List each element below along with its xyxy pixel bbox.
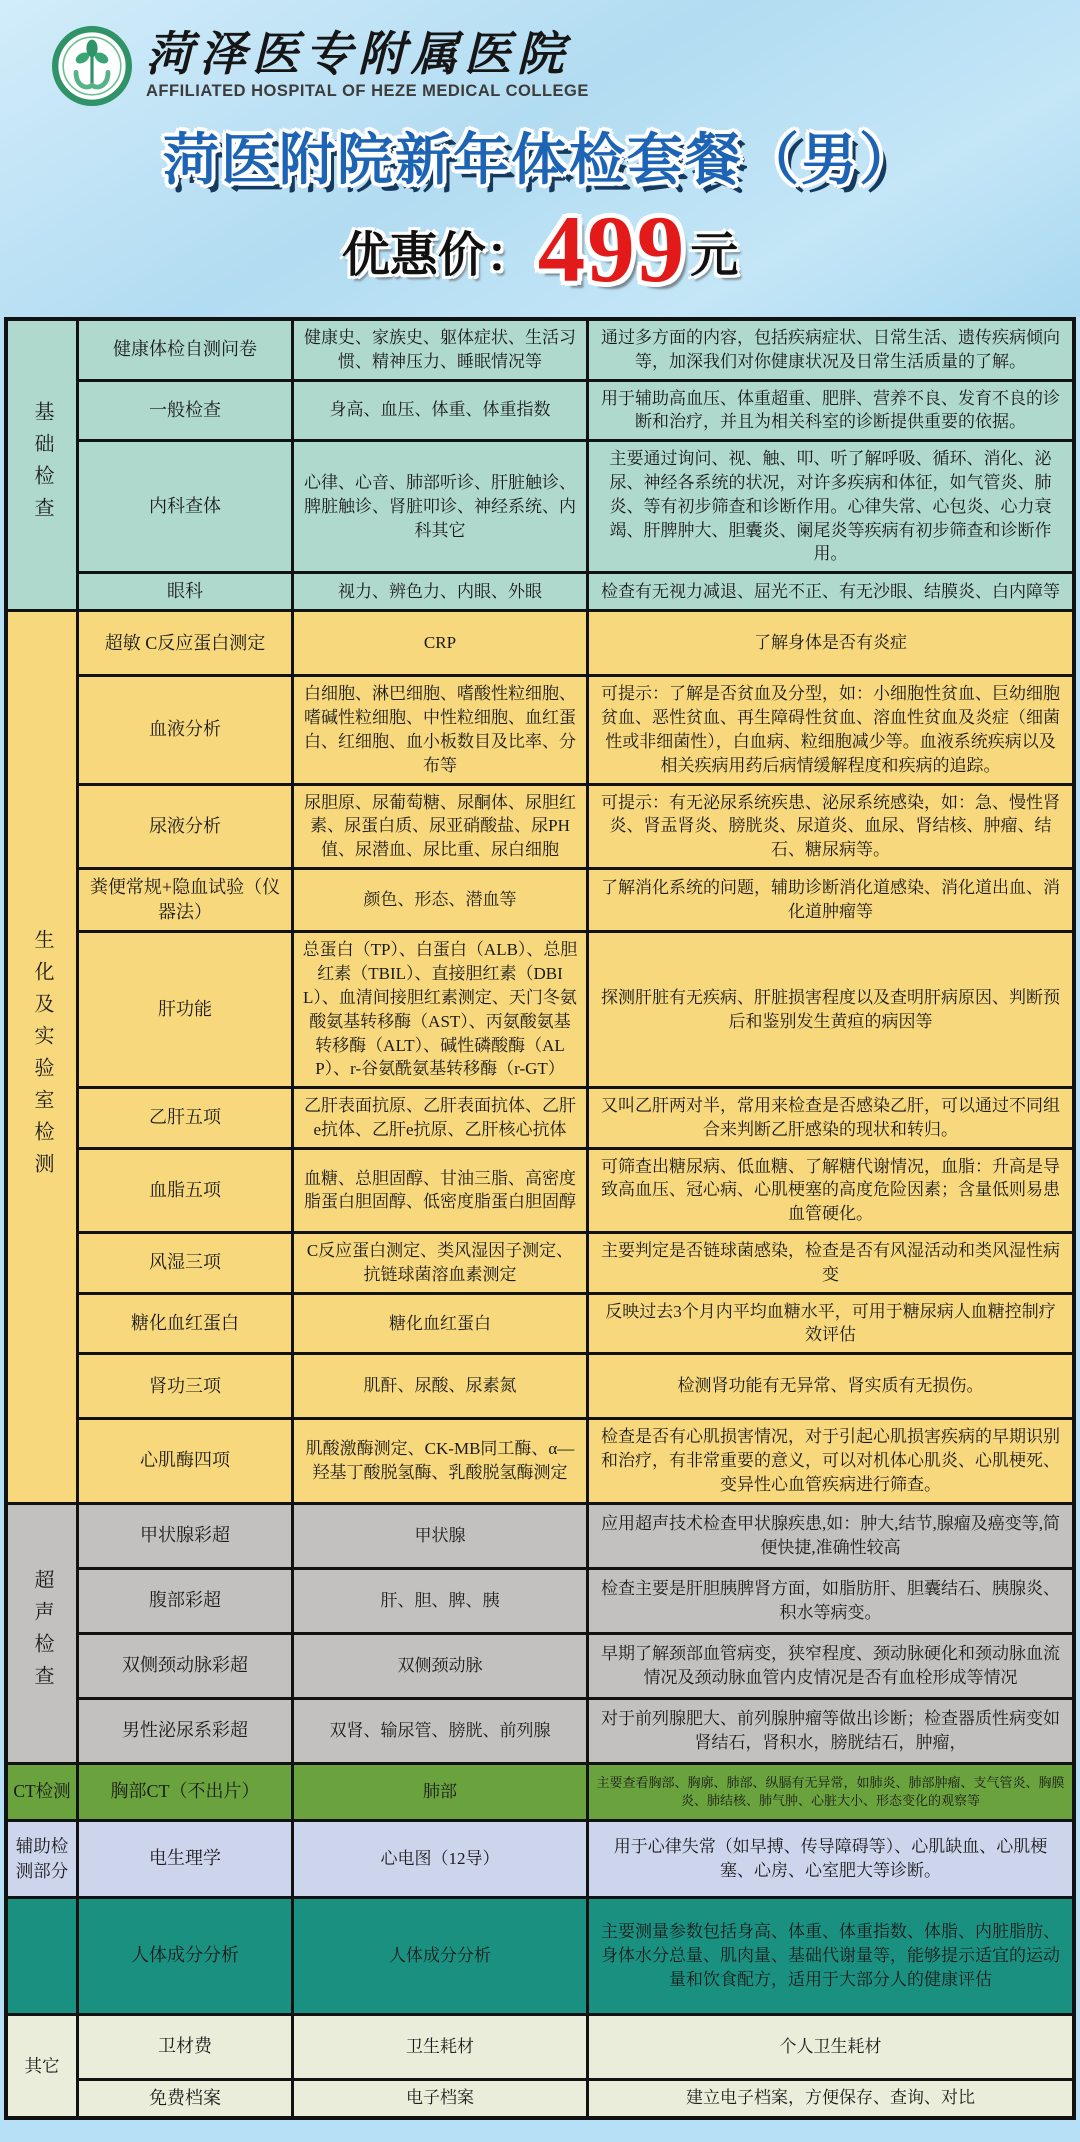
exam-name-cell: 甲状腺彩超 bbox=[78, 1503, 293, 1568]
exam-items-cell: 身高、血压、体重、体重指数 bbox=[293, 380, 588, 441]
price-unit: 元 bbox=[690, 229, 739, 282]
exam-desc-cell: 个人卫生耗材 bbox=[588, 2014, 1075, 2079]
hospital-name: 菏泽医专附属医院 bbox=[146, 28, 570, 81]
exam-desc-cell: 对于前列腺肥大、前列腺肿瘤等做出诊断；检查器质性病变如肾结石，肾积水，膀胱结石，肿瘤， bbox=[588, 1698, 1075, 1763]
table-row bbox=[6, 1419, 1074, 1503]
exam-items-cell: 乙肝表面抗原、乙肝表面抗体、乙肝e抗体、乙肝e抗原、乙肝核心抗体 bbox=[293, 1088, 588, 1149]
exam-desc-cell: 可筛查出糖尿病、低血糖、了解糖代谢情况，血脂：升高是导致高血压、冠心病、心肌梗塞的高度危险因素；含量低则易患血管硬化。 bbox=[588, 1148, 1075, 1232]
price-line bbox=[0, 196, 1080, 302]
exam-items-cell: 人体成分分析 bbox=[293, 1897, 588, 2014]
package-table bbox=[4, 317, 1076, 2120]
exam-items-cell: 双侧颈动脉 bbox=[293, 1633, 588, 1698]
poster-title: 菏医附院新年体检套餐（男） bbox=[163, 130, 917, 192]
exam-items-cell: 总蛋白（TP）、白蛋白（ALB）、总胆红素（TBIL）、直接胆红素（DBIL）、血清间接胆红素测定、天门冬氨酸氨基转移酶（AST）、丙氨酸氨基转移酶（ALT）、碱性磷酸酶（ALP）、r-谷氨酰氨基转移酶（r-GT） bbox=[293, 932, 588, 1088]
table-row bbox=[6, 1354, 1074, 1419]
exam-items-cell: 双肾、输尿管、膀胱、前列腺 bbox=[293, 1698, 588, 1763]
exam-name-cell: 电生理学 bbox=[78, 1820, 293, 1897]
exam-desc-cell: 用于心律失常（如早搏、传导障碍等）、心肌缺血、心肌梗塞、心房、心室肥大等诊断。 bbox=[588, 1820, 1075, 1897]
table-row bbox=[6, 1633, 1074, 1698]
exam-items-cell: 肌酐、尿酸、尿素氮 bbox=[293, 1354, 588, 1419]
exam-desc-cell: 了解消化系统的问题，辅助诊断消化道感染、消化道出血、消化道肿瘤等 bbox=[588, 868, 1075, 931]
table-row bbox=[6, 676, 1074, 784]
exam-name-cell: 血液分析 bbox=[78, 676, 293, 784]
exam-name-cell: 男性泌尿系彩超 bbox=[78, 1698, 293, 1763]
exam-desc-cell: 用于辅助高血压、体重超重、肥胖、营养不良、发育不良的诊断和治疗，并且为相关科室的诊断提供重要的依据。 bbox=[588, 380, 1075, 441]
exam-items-cell: 尿胆原、尿葡萄糖、尿酮体、尿胆红素、尿蛋白质、尿亚硝酸盐、尿PH值、尿潜血、尿比重、尿白细胞 bbox=[293, 784, 588, 868]
poster-header bbox=[0, 0, 1080, 317]
brand-row bbox=[52, 26, 1080, 106]
section-label-cell: 基础检查 bbox=[6, 319, 78, 611]
exam-name-cell: 健康体检自测问卷 bbox=[78, 319, 293, 380]
exam-items-cell: C反应蛋白测定、类风湿因子测定、抗链球菌溶血素测定 bbox=[293, 1233, 588, 1294]
exam-name-cell: 卫材费 bbox=[78, 2014, 293, 2079]
exam-desc-cell: 探测肝脏有无疾病、肝脏损害程度以及查明肝病原因、判断预后和鉴别发生黄疸的病因等 bbox=[588, 932, 1075, 1088]
exam-desc-cell: 反映过去3个月内平均血糖水平，可用于糖尿病人血糖控制疗效评估 bbox=[588, 1293, 1075, 1354]
table-row bbox=[6, 1293, 1074, 1354]
exam-items-cell: 肺部 bbox=[293, 1763, 588, 1820]
table-row bbox=[6, 1148, 1074, 1232]
exam-name-cell: 腹部彩超 bbox=[78, 1568, 293, 1633]
table-row bbox=[6, 2079, 1074, 2118]
exam-items-cell: 白细胞、淋巴细胞、嗜酸性粒细胞、嗜碱性粒细胞、中性粒细胞、血红蛋白、红细胞、血小板数目及比率、分布等 bbox=[293, 676, 588, 784]
exam-desc-cell: 主要判定是否链球菌感染，检查是否有风湿活动和类风湿性病变 bbox=[588, 1233, 1075, 1294]
section-label-cell bbox=[6, 1897, 78, 2014]
price-value: 499 bbox=[537, 196, 687, 302]
exam-desc-cell: 可提示：有无泌尿系统疾患、泌尿系统感染，如：急、慢性肾炎、肾盂肾炎、膀胱炎、尿道炎、血尿、肾结核、肿瘤、结石、糖尿病等。 bbox=[588, 784, 1075, 868]
section-label-cell: CT检测 bbox=[6, 1763, 78, 1820]
exam-desc-cell: 主要查看胸部、胸廓、肺部、纵膈有无异常，如肺炎、肺部肿瘤、支气管炎、胸膜炎、肺结核、肺气肿、心脏大小、形态变化的观察等 bbox=[588, 1763, 1075, 1820]
hospital-logo-icon bbox=[52, 26, 132, 106]
footer-strip bbox=[0, 2120, 1080, 2142]
exam-items-cell: 心律、心音、肺部听诊、肝脏触诊、脾脏触诊、肾脏叩诊、神经系统、内科其它 bbox=[293, 441, 588, 573]
table-row bbox=[6, 319, 1074, 380]
exam-items-cell: 健康史、家族史、躯体症状、生活习惯、精神压力、睡眠情况等 bbox=[293, 319, 588, 380]
table-row bbox=[6, 1820, 1074, 1897]
exam-items-cell: 卫生耗材 bbox=[293, 2014, 588, 2079]
table-row bbox=[6, 1233, 1074, 1294]
exam-name-cell: 内科查体 bbox=[78, 441, 293, 573]
exam-name-cell: 超敏 C反应蛋白测定 bbox=[78, 611, 293, 676]
exam-items-cell: 视力、辨色力、内眼、外眼 bbox=[293, 573, 588, 611]
table-row bbox=[6, 868, 1074, 931]
table-row bbox=[6, 932, 1074, 1088]
section-label-cell: 超声检查 bbox=[6, 1503, 78, 1763]
exam-name-cell: 免费档案 bbox=[78, 2079, 293, 2118]
table-row bbox=[6, 1503, 1074, 1568]
table-row bbox=[6, 1897, 1074, 2014]
exam-items-cell: 心电图（12导） bbox=[293, 1820, 588, 1897]
exam-name-cell: 双侧颈动脉彩超 bbox=[78, 1633, 293, 1698]
exam-name-cell: 糖化血红蛋白 bbox=[78, 1293, 293, 1354]
exam-items-cell: 血糖、总胆固醇、甘油三脂、高密度脂蛋白胆固醇、低密度脂蛋白胆固醇 bbox=[293, 1148, 588, 1232]
exam-name-cell: 血脂五项 bbox=[78, 1148, 293, 1232]
exam-name-cell: 一般检查 bbox=[78, 380, 293, 441]
exam-desc-cell: 检查有无视力减退、屈光不正、有无沙眼、结膜炎、白内障等 bbox=[588, 573, 1075, 611]
table-row bbox=[6, 380, 1074, 441]
section-label-cell: 其它 bbox=[6, 2014, 78, 2118]
exam-items-cell: 电子档案 bbox=[293, 2079, 588, 2118]
table-row bbox=[6, 784, 1074, 868]
exam-desc-cell: 检查是否有心肌损害情况，对于引起心肌损害疾病的早期识别和治疗，有非常重要的意义，可以对机体心肌炎、心肌梗死、变异性心血管疾病进行筛查。 bbox=[588, 1419, 1075, 1503]
exam-name-cell: 风湿三项 bbox=[78, 1233, 293, 1294]
exam-desc-cell: 通过多方面的内容，包括疾病症状、日常生活、遗传疾病倾向等，加深我们对你健康状况及日常生活质量的了解。 bbox=[588, 319, 1075, 380]
exam-items-cell: CRP bbox=[293, 611, 588, 676]
section-label-cell: 生化及实验室检测 bbox=[6, 611, 78, 1503]
hospital-name-en: AFFILIATED HOSPITAL OF HEZE MEDICAL COLLEGE bbox=[146, 82, 589, 101]
exam-desc-cell: 应用超声技术检查甲状腺疾患,如：肿大,结节,腺瘤及癌变等,简便快捷,准确性较高 bbox=[588, 1503, 1075, 1568]
exam-desc-cell: 检测肾功能有无异常、肾实质有无损伤。 bbox=[588, 1354, 1075, 1419]
exam-desc-cell: 可提示：了解是否贫血及分型，如：小细胞性贫血、巨幼细胞贫血、恶性贫血、再生障碍性贫血、溶血性贫血及炎症（细菌性或非细菌性），白血病、粒细胞减少等。血液系统疾病以及相关疾病用药后病情缓解程度和疾病的追踪。 bbox=[588, 676, 1075, 784]
exam-items-cell: 肝、胆、脾、胰 bbox=[293, 1568, 588, 1633]
brand-text bbox=[146, 28, 589, 101]
table-row bbox=[6, 573, 1074, 611]
exam-desc-cell: 主要通过询问、视、触、叩、听了解呼吸、循环、消化、泌尿、神经各系统的状况，对许多疾病和体征，如气管炎、肺炎、等有初步筛查和诊断作用。心律失常、心包炎、心力衰竭、肝脾肿大、胆囊炎、阑尾炎等疾病有初步筛查和诊断作用。 bbox=[588, 441, 1075, 573]
exam-desc-cell: 主要测量参数包括身高、体重、体重指数、体脂、内脏脂肪、身体水分总量、肌肉量、基础代谢量等，能够提示适宜的运动量和饮食配方，适用于大部分人的健康评估 bbox=[588, 1897, 1075, 2014]
table-row bbox=[6, 1088, 1074, 1149]
table-row bbox=[6, 1763, 1074, 1820]
table-row bbox=[6, 2014, 1074, 2079]
exam-name-cell: 粪便常规+隐血试验（仪器法） bbox=[78, 868, 293, 931]
exam-desc-cell: 又叫乙肝两对半，常用来检查是否感染乙肝，可以通过不同组合来判断乙肝感染的现状和转归。 bbox=[588, 1088, 1075, 1149]
price-label: 优惠价： bbox=[341, 229, 534, 282]
table-row bbox=[6, 611, 1074, 676]
exam-desc-cell: 建立电子档案，方便保存、查询、对比 bbox=[588, 2079, 1075, 2118]
exam-name-cell: 肝功能 bbox=[78, 932, 293, 1088]
exam-desc-cell: 了解身体是否有炎症 bbox=[588, 611, 1075, 676]
exam-name-cell: 心肌酶四项 bbox=[78, 1419, 293, 1503]
exam-desc-cell: 早期了解颈部血管病变，狭窄程度、颈动脉硬化和颈动脉血流情况及颈动脉血管内皮情况是否有血栓形成等情况 bbox=[588, 1633, 1075, 1698]
exam-name-cell: 乙肝五项 bbox=[78, 1088, 293, 1149]
table-row bbox=[6, 1568, 1074, 1633]
exam-name-cell: 肾功三项 bbox=[78, 1354, 293, 1419]
exam-items-cell: 糖化血红蛋白 bbox=[293, 1293, 588, 1354]
exam-name-cell: 眼科 bbox=[78, 573, 293, 611]
table-row bbox=[6, 1698, 1074, 1763]
exam-name-cell: 人体成分分析 bbox=[78, 1897, 293, 2014]
exam-desc-cell: 检查主要是肝胆胰脾肾方面，如脂肪肝、胆囊结石、胰腺炎、积水等病变。 bbox=[588, 1568, 1075, 1633]
exam-items-cell: 甲状腺 bbox=[293, 1503, 588, 1568]
exam-name-cell: 胸部CT（不出片） bbox=[78, 1763, 293, 1820]
table-row bbox=[6, 441, 1074, 573]
exam-items-cell: 颜色、形态、潜血等 bbox=[293, 868, 588, 931]
exam-name-cell: 尿液分析 bbox=[78, 784, 293, 868]
section-label-cell: 辅助检测部分 bbox=[6, 1820, 78, 1897]
exam-items-cell: 肌酸激酶测定、CK-MB同工酶、α—羟基丁酸脱氢酶、乳酸脱氢酶测定 bbox=[293, 1419, 588, 1503]
